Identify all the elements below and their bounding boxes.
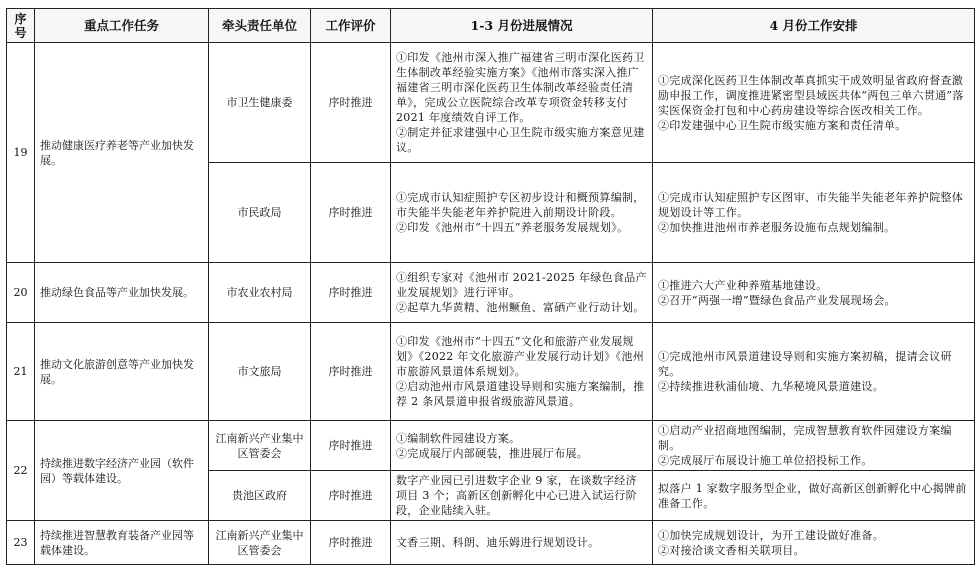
cell-line: ①编制软件园建设方案。 [396,431,521,445]
cell-line: ②完成展厅布展设计施工单位招投标工作。 [658,454,873,467]
plan-cell [653,421,975,471]
eval-cell: 序时推进 [311,43,391,163]
task-cell: 持续推进智慧教育装备产业园等载体建设。 [35,521,209,565]
cell-line: 数字产业园已引进数字企业 9 家，在谈数字经济项目 3 个；高新区创新孵化中心已进入试运行阶段，企业陆续入驻。 [396,474,637,517]
eval-cell: 序时推进 [311,263,391,323]
row-number: 19 [7,43,35,263]
plan-cell [653,43,975,163]
header-row [7,9,975,43]
eval-cell: 序时推进 [311,421,391,471]
table-row [7,263,975,323]
eval-cell: 序时推进 [311,471,391,521]
progress-cell [391,163,653,263]
header-plan: 4 月份工作安排 [653,9,975,43]
task-cell: 推动绿色食品等产业加快发展。 [35,263,209,323]
cell-line: ②召开“两强一增”暨绿色食品产业发展现场会。 [658,293,896,307]
work-schedule-table [6,8,975,565]
unit-cell: 市农业农村局 [209,263,311,323]
cell-line: ①推进六大产业种养殖基地建设。 [658,278,828,292]
table-row [7,521,975,565]
plan-cell [653,323,975,421]
cell-line: ②印发建强中心卫生院市级实施方案和责任清单。 [658,118,907,132]
row-number: 22 [7,421,35,521]
header-task: 重点工作任务 [35,9,209,43]
progress-cell [391,263,653,323]
progress-cell [391,43,653,163]
row-number: 23 [7,521,35,565]
cell-line: ①完成深化医药卫生体制改革真抓实干成效明显省政府督查激励申报工作，调度推进紧密型县域医共体“两包三单六贯通”落实医保资金打包和中心药房建设等综合医改相关工作。 [658,73,964,117]
task-cell: 推动健康医疗养老等产业加快发展。 [35,43,209,263]
row-number: 20 [7,263,35,323]
table-row [7,323,975,421]
header-progress: 1-3 月份进展情况 [391,9,653,43]
plan-cell [653,521,975,565]
unit-cell: 江南新兴产业集中区管委会 [209,421,311,471]
cell-line: ①完成池州市风景道建设导则和实施方案初稿，提请会议研究。 [658,350,952,378]
task-cell: 推动文化旅游创意等产业加快发展。 [35,323,209,421]
progress-cell [391,521,653,565]
cell-line: 文香三期、科朗、迪乐姆进行规划设计。 [396,536,600,549]
cell-line: ①组织专家对《池州市 2021-2025 年绿色食品产业发展规划》进行评审。 [396,271,647,299]
cell-line: ①启动产业招商地图编制，完成智慧教育软件园建设方案编制。 [658,424,952,452]
plan-cell [653,471,975,521]
task-cell: 持续推进数字经济产业园（软件园）等载体建设。 [35,421,209,521]
cell-line: ②起草九华黄精、池州鳜鱼、富硒产业行动计划。 [396,301,645,314]
unit-cell: 贵池区政府 [209,471,311,521]
cell-line: ②持续推进秋浦仙境、九华秘境风景道建设。 [658,380,884,393]
header-eval: 工作评价 [311,9,391,43]
eval-cell: 序时推进 [311,323,391,421]
plan-cell [653,163,975,263]
header-num: 序号 [7,9,35,43]
cell-line: ②加快推进池州市养老服务设施布点规划编制。 [658,221,896,234]
cell-line: ②印发《池州市“十四五”养老服务发展规划》。 [396,221,629,234]
progress-cell [391,323,653,421]
unit-cell: 市卫生健康委 [209,43,311,163]
cell-line: ②完成展厅内部硬装，推进展厅布展。 [396,446,589,460]
table-row [7,43,975,163]
unit-cell: 市民政局 [209,163,311,263]
eval-cell: 序时推进 [311,163,391,263]
unit-cell: 江南新兴产业集中区管委会 [209,521,311,565]
progress-cell [391,471,653,521]
cell-line: ①印发《池州市深入推广福建省三明市深化医药卫生体制改革经验实施方案》《池州市落实深入推广福建省三明市深化医药卫生体制改革经验责任清单》，完成公立医院综合改革专项资金转移支付 2021 年度绩效自评工作。 [396,51,645,124]
row-number: 21 [7,323,35,421]
cell-line: 拟落户 1 家数字服务型企业，做好高新区创新孵化中心揭牌前准备工作。 [658,481,967,510]
cell-line: ①加快完成规划设计，为开工建设做好准备。 [658,528,884,542]
unit-cell: 市文旅局 [209,323,311,421]
cell-line: ①印发《池州市“十四五”文化和旅游产业发展规划》《2022 年文化旅游产业发展行动计划》《池州市旅游风景道体系规划》。 [396,335,644,378]
progress-cell [391,421,653,471]
header-unit: 牵头责任单位 [209,9,311,43]
table-row [7,421,975,471]
plan-cell [653,263,975,323]
cell-line: ②制定并征求建强中心卫生院市级实施方案意见建议。 [396,126,645,154]
cell-line: ①完成市认知症照护专区初步设计和概预算编制，市失能半失能老年养护院进入前期设计阶段。 [396,191,645,219]
cell-line: ①完成市认知症照护专区图审、市失能半失能老年养护院整体规划设计等工作。 [658,191,964,219]
cell-line: ②启动池州市风景道建设导则和实施方案编制，推荐 2 条风景道申报省级旅游风景道。 [396,380,645,408]
eval-cell: 序时推进 [311,521,391,565]
cell-line: ②对接洽谈文香相关联项目。 [658,543,805,557]
